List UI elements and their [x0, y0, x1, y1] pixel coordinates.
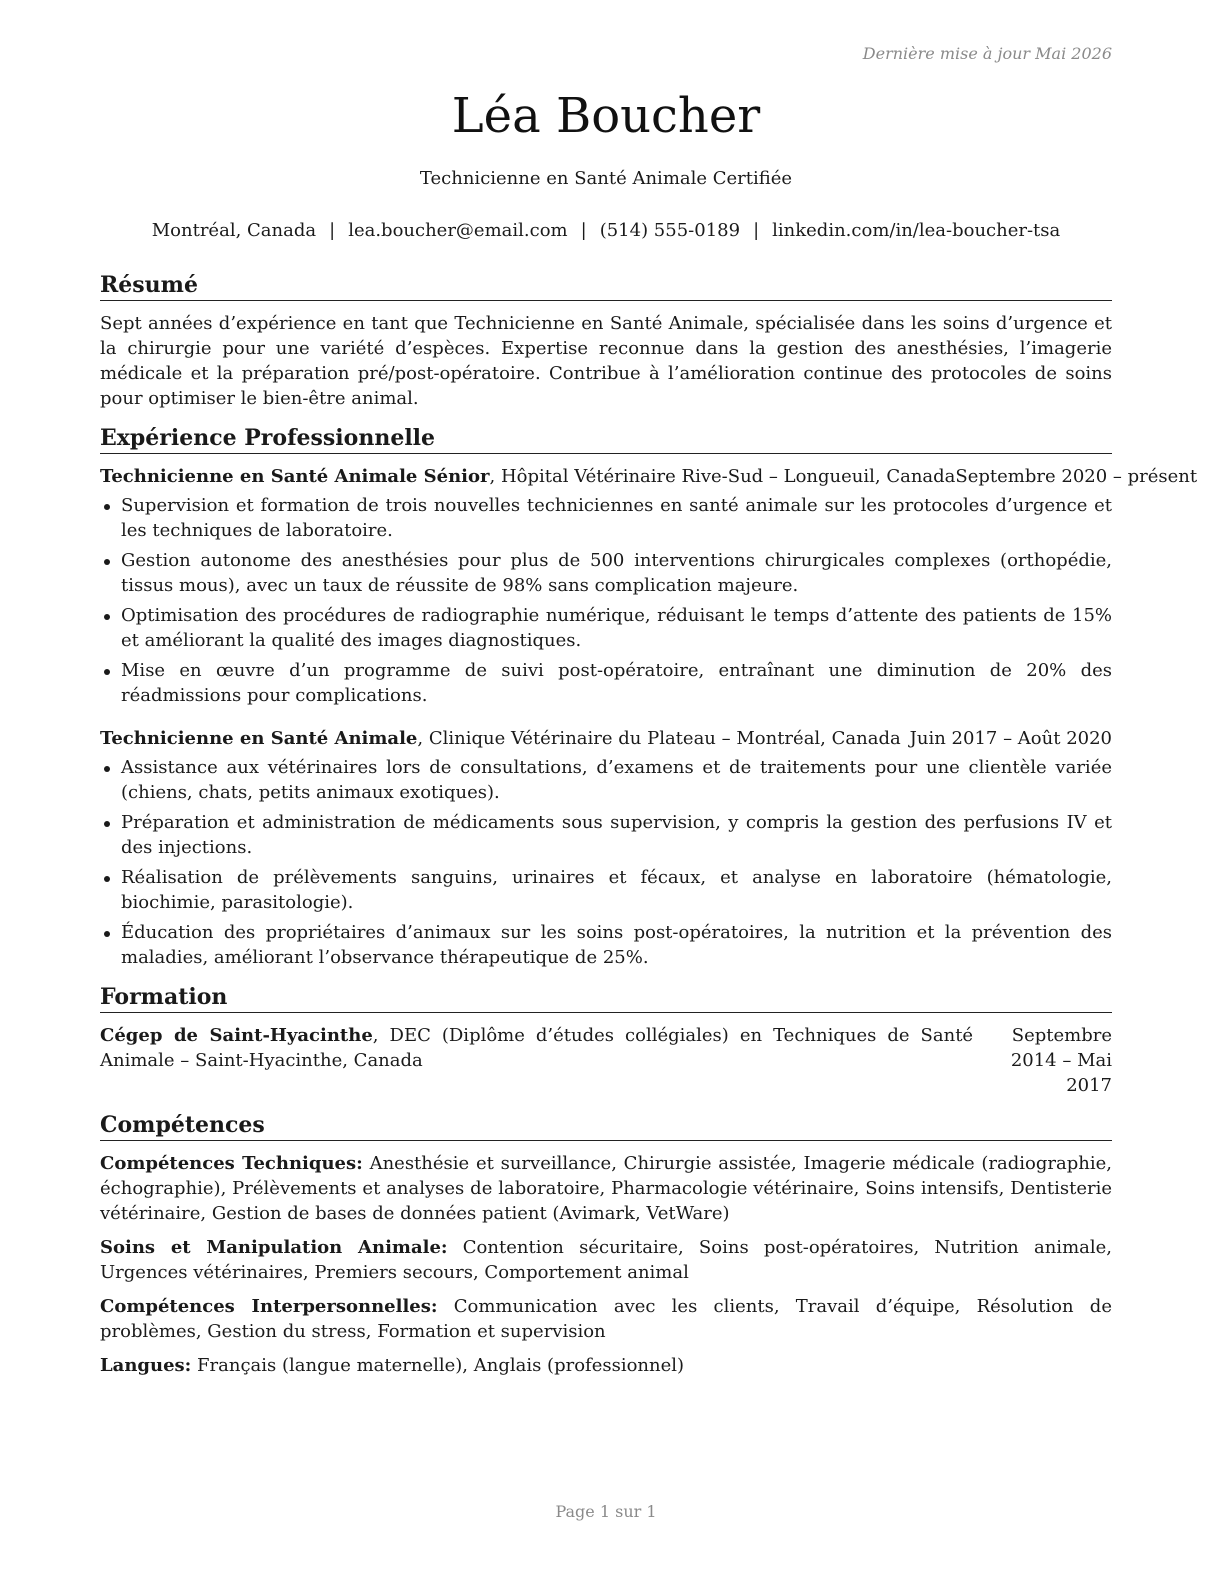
- bullet-text: Assistance aux vétérinaires lors de consultations, d’examens et de traitements pour une clientèle variée (chiens, chats, petits animaux exotiques).: [121, 757, 1112, 803]
- bullet-icon: [104, 504, 110, 510]
- resume-page: [100, 0, 1198, 1584]
- bullet-icon: [104, 559, 110, 565]
- contact-separator: |: [580, 220, 587, 241]
- bullet-icon: [104, 821, 110, 827]
- job-role: Technicienne en Santé Animale Sénior: [100, 466, 490, 487]
- candidate-name: Léa Boucher: [451, 88, 761, 144]
- education-entry: [100, 1023, 1112, 1098]
- candidate-headline: Technicienne en Santé Animale Certifiée: [419, 168, 793, 189]
- education-details: , DEC (Diplôme d’études collégiales) en Techniques de Santé Animale – Saint-Hyacinthe, Canada: [100, 1025, 974, 1071]
- bullet-item: [100, 493, 1112, 543]
- skill-group: [100, 1353, 1112, 1378]
- bullet-icon: [104, 614, 110, 620]
- bullet-item: [100, 548, 1112, 598]
- skill-group: [100, 1151, 1112, 1226]
- section-title-education: Formation: [100, 982, 1112, 1013]
- bullet-icon: [104, 766, 110, 772]
- education-section: [100, 982, 1112, 1098]
- job-bullets: [100, 755, 1112, 970]
- bullet-text: Éducation des propriétaires d’animaux sur les soins post-opératoires, la nutrition et la prévention des maladies, améliorant l’observance thérapeutique de 25%.: [121, 922, 1112, 968]
- job-role: Technicienne en Santé Animale: [100, 728, 418, 749]
- bullet-item: [100, 920, 1112, 970]
- skill-group: [100, 1235, 1112, 1285]
- contact-location: Montréal, Canada: [151, 220, 317, 241]
- last-updated: Dernière mise à jour Mai 2026: [862, 44, 1112, 63]
- education-dates: Septembre 2014 – Mai 2017: [1010, 1025, 1112, 1096]
- job-title-line: [100, 464, 955, 489]
- skill-group-text: Contention sécuritaire, Soins post-opératoires, Nutrition animale, Urgences vétérinaires, Premiers secours, Comportement animal: [100, 1237, 1112, 1283]
- bullet-text: Réalisation de prélèvements sanguins, urinaires et fécaux, et analyse en laboratoire (hématologie, biochimie, parasitologie).: [121, 867, 1112, 913]
- bullet-item: [100, 810, 1112, 860]
- summary-section: [100, 270, 1112, 411]
- resume-content: [100, 270, 1198, 1390]
- contact-email[interactable]: lea.boucher@email.com: [348, 220, 568, 241]
- contact-separator: |: [753, 220, 760, 241]
- job-header: [100, 726, 1112, 751]
- skill-group-label: Soins et Manipulation Animale:: [100, 1237, 448, 1258]
- contact-phone: (514) 555-0189: [599, 220, 741, 241]
- job-entry: [100, 464, 1198, 708]
- section-title-experience: Expérience Professionnelle: [100, 423, 1112, 454]
- job-dates: Septembre 2020 – présent: [955, 466, 1198, 487]
- bullet-text: Supervision et formation de trois nouvelles techniciennes en santé animale sur les protocoles d’urgence et les techniques de laboratoire.: [121, 495, 1112, 541]
- bullet-item: [100, 603, 1112, 653]
- education-description: [100, 1023, 973, 1098]
- contact-linkedin[interactable]: linkedin.com/in/lea-boucher-tsa: [772, 220, 1061, 241]
- page-number: Page 1 sur 1: [555, 1502, 657, 1521]
- contact-line: [100, 219, 1112, 243]
- skill-group: [100, 1294, 1112, 1344]
- bullet-text: Mise en œuvre d’un programme de suivi post-opératoire, entraînant une diminution de 20% des réadmissions pour complications.: [121, 660, 1112, 706]
- education-school: Cégep de Saint-Hyacinthe: [100, 1025, 373, 1046]
- section-title-summary: Résumé: [100, 270, 1112, 301]
- bullet-item: [100, 755, 1112, 805]
- skill-group-label: Langues:: [100, 1355, 192, 1376]
- job-employer: , Hôpital Vétérinaire Rive-Sud – Longueuil, Canada: [489, 466, 956, 487]
- job-dates: Juin 2017 – Août 2020: [909, 728, 1112, 749]
- contact-separator: |: [329, 220, 336, 241]
- bullet-item: [100, 658, 1112, 708]
- skill-group-text: Communication avec les clients, Travail d’équipe, Résolution de problèmes, Gestion du stress, Formation et supervision: [100, 1296, 1112, 1342]
- skill-group-label: Compétences Techniques:: [100, 1153, 363, 1174]
- skill-group-text: Anesthésie et surveillance, Chirurgie assistée, Imagerie médicale (radiographie, échographie), Prélèvements et analyses de laboratoire, Pharmacologie vétérinaire, Soins intensifs, Dentisterie vétérinaire, Gestion de bases de données patient (Avimark, VetWare): [100, 1153, 1112, 1224]
- job-entry: [100, 726, 1112, 970]
- bullet-icon: [104, 669, 110, 675]
- skill-group-label: Compétences Interpersonnelles:: [100, 1296, 438, 1317]
- job-bullets: [100, 493, 1112, 708]
- bullet-text: Optimisation des procédures de radiographie numérique, réduisant le temps d’attente des patients de 15% et améliorant la qualité des images diagnostiques.: [121, 605, 1112, 651]
- skills-section: [100, 1110, 1112, 1378]
- bullet-text: Préparation et administration de médicaments sous supervision, y compris la gestion des perfusions IV et des injections.: [121, 812, 1112, 858]
- bullet-item: [100, 865, 1112, 915]
- bullet-icon: [104, 876, 110, 882]
- skill-group-text: Français (langue maternelle), Anglais (professionnel): [191, 1355, 685, 1376]
- summary-text: Sept années d’expérience en tant que Technicienne en Santé Animale, spécialisée dans les soins d’urgence et la chirurgie pour une variété d’espèces. Expertise reconnue dans la gestion des anesthésies, l’imagerie médicale et la préparation pré/post-opératoire. Contribue à l’amélioration continue des protocoles de soins pour optimiser le bien-être animal.: [100, 313, 1112, 409]
- job-employer: , Clinique Vétérinaire du Plateau – Montréal, Canada: [417, 728, 901, 749]
- experience-section: [100, 423, 1198, 970]
- job-title-line: [100, 726, 901, 751]
- bullet-text: Gestion autonome des anesthésies pour plus de 500 interventions chirurgicales complexes (orthopédie, tissus mous), avec un taux de réussite de 98% sans complication majeure.: [121, 550, 1112, 596]
- job-header: [100, 464, 1198, 489]
- section-title-skills: Compétences: [100, 1110, 1112, 1141]
- bullet-icon: [104, 931, 110, 937]
